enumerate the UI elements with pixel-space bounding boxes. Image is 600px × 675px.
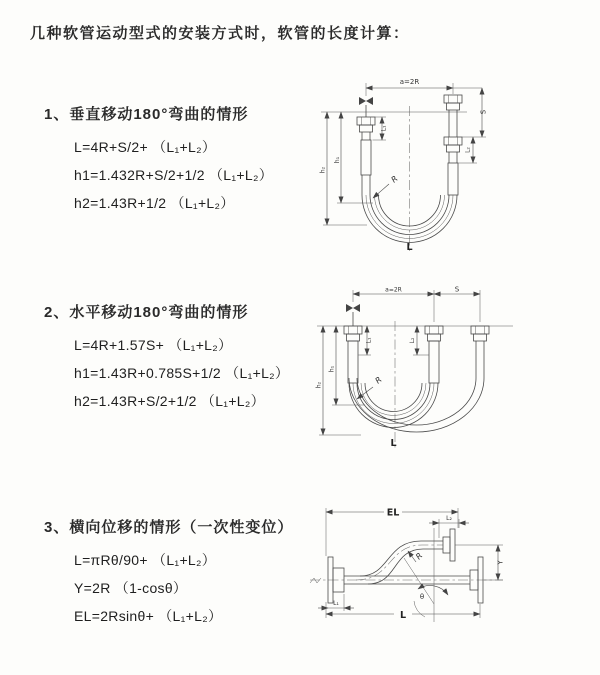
page-title: 几种软管运动型式的安装方式时，软管的长度计算： [30,25,410,42]
section-3-formula-el: EL=2Rsinθ+ （L₁+L₂） [74,608,223,624]
diagram2-geometry [317,290,513,449]
valve-icon [359,97,373,105]
dim-label-a2r: a=2R [399,78,420,86]
diagram3-labels [333,508,504,622]
dim-label-l2: L₂ [446,515,452,522]
dim-label-l1: L₁ [365,337,373,344]
dim-label-s: S [479,109,488,115]
dim-label-s: S [454,285,460,294]
section-1-heading: 1、垂直移动180°弯曲的情形 [44,106,249,123]
dim-label-l: L [399,610,407,621]
diagram-vertical-180-bend [315,70,593,272]
section-1-formula-l: L=4R+S/2+ （L₁+L₂） [74,139,217,155]
valve-icon [346,304,360,312]
diagram-horizontal-180-bend [313,283,598,458]
section-3-formula-y: Y=2R （1-cosθ） [74,580,188,596]
dim-label-l2: L₂ [464,147,472,153]
dim-label-l1: L₁ [380,125,388,132]
diagram1-geometry [321,83,486,252]
length-label: L [390,438,397,449]
length-label: L [406,242,413,253]
dim-label-l1: L₁ [333,600,339,607]
dim-label-h1: h₁ [328,365,336,373]
diagram1-labels [320,78,488,253]
section-2-formula-h1: h1=1.43R+0.785S+1/2 （L₁+L₂） [74,365,290,381]
radius-label: R [389,174,400,185]
section-2-formula-l: L=4R+1.57S+ （L₁+L₂） [74,337,233,353]
section-1-formula-h1: h1=1.432R+S/2+1/2 （L₁+L₂） [74,167,274,183]
radius-label: R [414,551,425,562]
diagram2-labels [316,286,460,450]
section-2-heading: 2、水平移动180°弯曲的情形 [44,304,249,321]
diagram-lateral-displacement [298,498,598,648]
dim-label-h2: h₂ [319,166,327,174]
angle-theta-label: θ [419,593,425,601]
section-3-heading: 3、横向位移的情形（一次性变位） [44,519,294,536]
radius-label: R [373,375,384,386]
dim-label-a2r: a=2R [385,286,402,294]
diagram3-geometry [310,508,503,622]
section-3-formula-l: L=πRθ/90+ （L₁+L₂） [74,552,217,568]
dim-label-y: Y [496,560,505,565]
dim-label-h2: h₂ [315,381,323,389]
section-2-formula-h2: h2=1.43R+S/2+1/2 （L₁+L₂） [74,393,265,409]
section-1-formula-h2: h2=1.43R+1/2 （L₁+L₂） [74,195,235,211]
dim-label-el: EL [386,507,400,519]
dim-label-l2: L₂ [409,337,416,344]
dim-label-h1: h₁ [334,156,341,164]
